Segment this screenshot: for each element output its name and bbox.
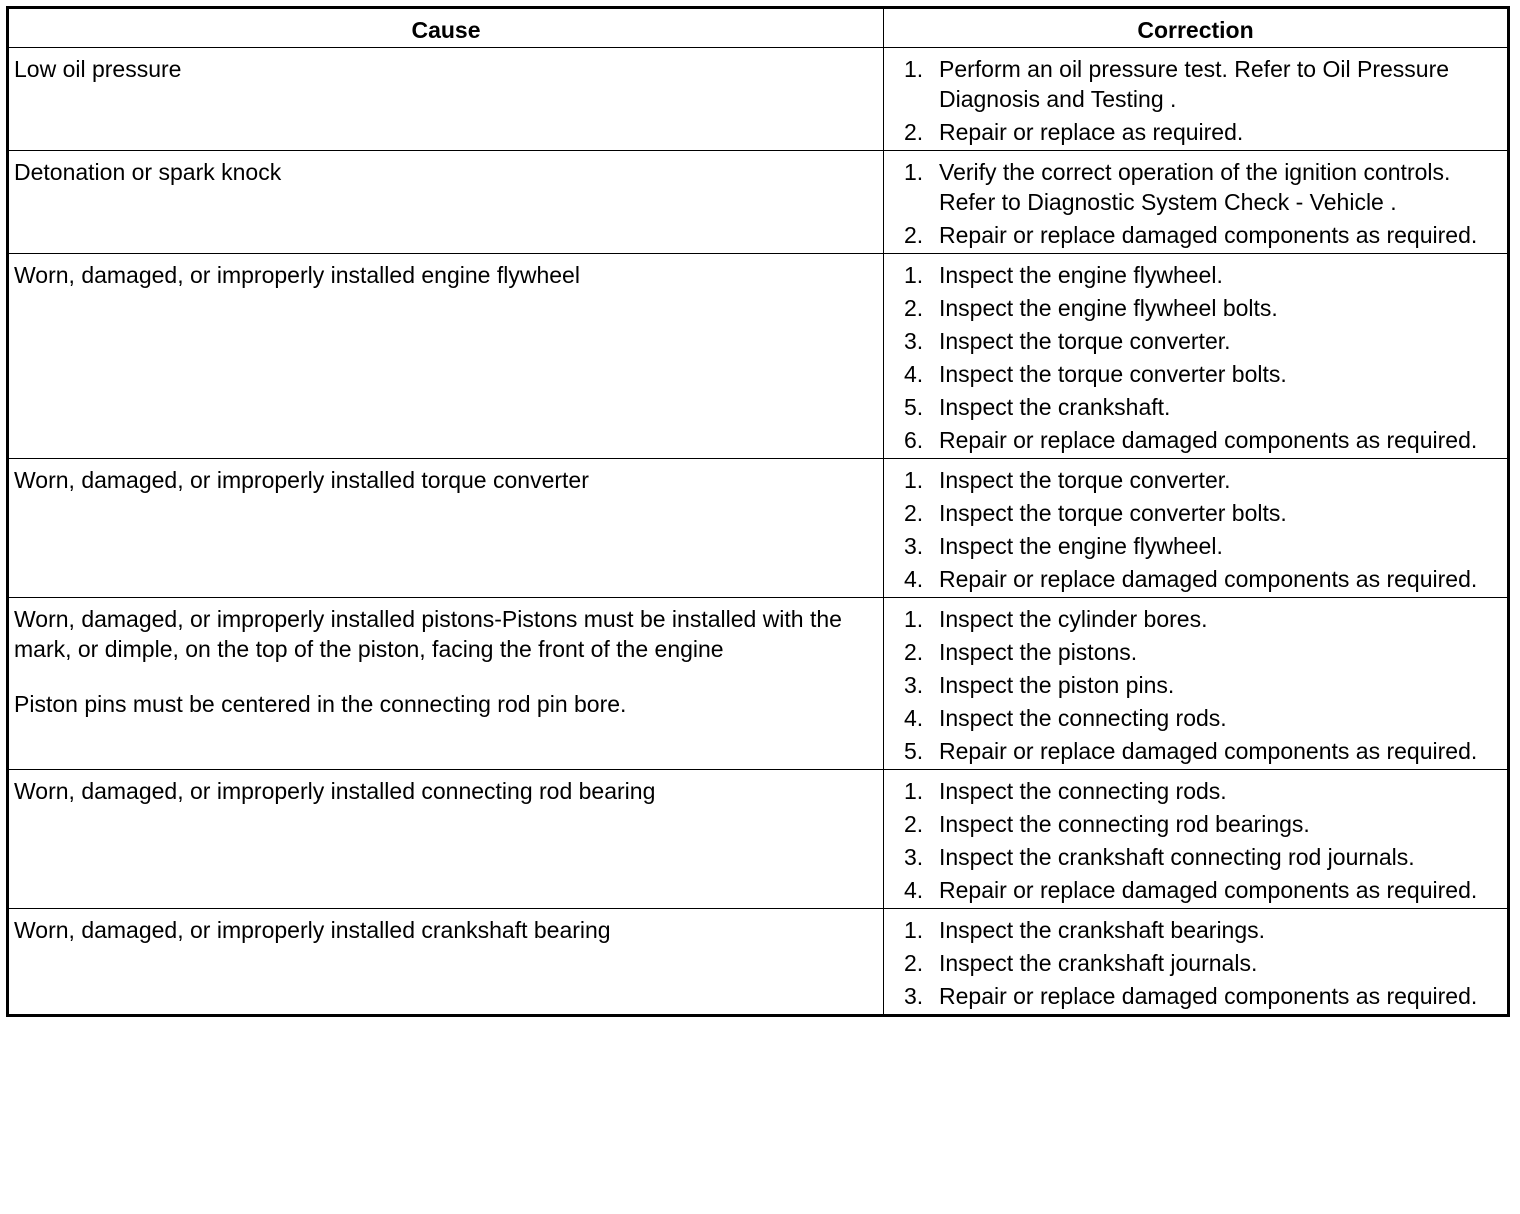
cause-text: Worn, damaged, or improperly installed connecting rod bearing [14, 778, 656, 804]
correction-step [904, 392, 1501, 422]
correction-cell [884, 909, 1509, 1016]
step-number: 2. [904, 500, 924, 526]
step-text: Inspect the piston pins. [939, 672, 1175, 698]
step-number: 3. [904, 672, 924, 698]
step-number: 1. [904, 606, 924, 632]
step-number: 3. [904, 328, 924, 354]
correction-step [904, 948, 1501, 978]
step-number: 1. [904, 778, 924, 804]
correction-step [904, 776, 1501, 806]
step-number: 6. [904, 427, 924, 453]
step-text: Inspect the cylinder bores. [939, 606, 1208, 632]
correction-steps-list [904, 157, 1501, 250]
correction-step [904, 293, 1501, 323]
table-row [8, 770, 1509, 909]
correction-step [904, 157, 1501, 217]
step-text: Inspect the torque converter. [939, 328, 1231, 354]
correction-step [904, 875, 1501, 905]
correction-steps-list [904, 54, 1501, 147]
step-number: 3. [904, 533, 924, 559]
step-number: 2. [904, 811, 924, 837]
table-row [8, 48, 1509, 151]
correction-step [904, 842, 1501, 872]
correction-steps-list [904, 465, 1501, 594]
correction-step [904, 498, 1501, 528]
correction-step [904, 220, 1501, 250]
correction-step [904, 736, 1501, 766]
step-text: Inspect the engine flywheel. [939, 533, 1223, 559]
step-text: Inspect the crankshaft bearings. [939, 917, 1266, 943]
cause-text: Worn, damaged, or improperly installed crankshaft bearing [14, 917, 611, 943]
correction-step [904, 117, 1501, 147]
step-number: 3. [904, 983, 924, 1009]
step-number: 4. [904, 877, 924, 903]
correction-steps-list [904, 604, 1501, 766]
correction-cell [884, 459, 1509, 598]
cause-cell [8, 598, 884, 770]
cause-column-header: Cause [8, 8, 884, 48]
correction-step [904, 465, 1501, 495]
table-row [8, 598, 1509, 770]
correction-step [904, 359, 1501, 389]
step-number: 1. [904, 467, 924, 493]
step-text: Repair or replace damaged components as required. [939, 222, 1478, 248]
step-text: Repair or replace damaged components as required. [939, 877, 1478, 903]
correction-step [904, 809, 1501, 839]
correction-steps-list [904, 260, 1501, 455]
step-number: 2. [904, 950, 924, 976]
cause-text: Low oil pressure [14, 56, 182, 82]
correction-step [904, 604, 1501, 634]
step-number: 1. [904, 917, 924, 943]
cause-cell [8, 909, 884, 1016]
step-text: Inspect the torque converter bolts. [939, 361, 1287, 387]
step-number: 2. [904, 639, 924, 665]
correction-step [904, 326, 1501, 356]
cause-cell [8, 48, 884, 151]
correction-step [904, 670, 1501, 700]
step-number: 1. [904, 159, 924, 185]
step-number: 5. [904, 394, 924, 420]
step-text: Inspect the torque converter bolts. [939, 500, 1287, 526]
cause-cell [8, 459, 884, 598]
step-number: 1. [904, 262, 924, 288]
table-row [8, 151, 1509, 254]
correction-step [904, 981, 1501, 1011]
step-number: 2. [904, 222, 924, 248]
correction-step [904, 915, 1501, 945]
step-text: Inspect the crankshaft journals. [939, 950, 1258, 976]
correction-step [904, 703, 1501, 733]
cause-cell [8, 254, 884, 459]
step-text: Repair or replace damaged components as required. [939, 566, 1478, 592]
step-text: Verify the correct operation of the ignition controls. Refer to Diagnostic System Check - Vehicle . [939, 159, 1451, 215]
cause-cell [8, 770, 884, 909]
step-text: Repair or replace damaged components as required. [939, 983, 1478, 1009]
correction-steps-list [904, 776, 1501, 905]
step-text: Repair or replace damaged components as required. [939, 427, 1478, 453]
correction-step [904, 260, 1501, 290]
step-number: 2. [904, 119, 924, 145]
step-text: Inspect the torque converter. [939, 467, 1231, 493]
step-text: Inspect the engine flywheel bolts. [939, 295, 1278, 321]
step-number: 5. [904, 738, 924, 764]
correction-step [904, 637, 1501, 667]
step-number: 4. [904, 361, 924, 387]
diagnostic-table [6, 6, 1510, 1017]
step-text: Repair or replace damaged components as required. [939, 738, 1478, 764]
step-text: Repair or replace as required. [939, 119, 1244, 145]
step-number: 3. [904, 844, 924, 870]
table-row [8, 459, 1509, 598]
step-text: Inspect the connecting rods. [939, 705, 1227, 731]
cause-text: Worn, damaged, or improperly installed engine flywheel [14, 262, 580, 288]
correction-cell [884, 48, 1509, 151]
cause-text: Detonation or spark knock [14, 159, 282, 185]
correction-step [904, 54, 1501, 114]
step-text: Inspect the pistons. [939, 639, 1138, 665]
correction-column-header: Correction [884, 8, 1509, 48]
table-row [8, 909, 1509, 1016]
step-number: 2. [904, 295, 924, 321]
cause-text: Worn, damaged, or improperly installed torque converter [14, 467, 589, 493]
correction-step [904, 564, 1501, 594]
step-text: Perform an oil pressure test. Refer to Oil Pressure Diagnosis and Testing . [939, 56, 1450, 112]
table-body [8, 48, 1509, 1016]
table-row [8, 254, 1509, 459]
cause-text: Worn, damaged, or improperly installed pistons-Pistons must be installed with the mark, or dimple, on the top of the piston, facing the front of the engine [14, 606, 842, 662]
step-text: Inspect the connecting rod bearings. [939, 811, 1310, 837]
correction-cell [884, 254, 1509, 459]
cause-cell [8, 151, 884, 254]
step-text: Inspect the connecting rods. [939, 778, 1227, 804]
header-row [8, 8, 1509, 48]
step-text: Inspect the engine flywheel. [939, 262, 1223, 288]
correction-cell [884, 598, 1509, 770]
step-number: 1. [904, 56, 924, 82]
cause-text: Piston pins must be centered in the connecting rod pin bore. [14, 691, 627, 717]
correction-cell [884, 770, 1509, 909]
step-number: 4. [904, 705, 924, 731]
correction-step [904, 425, 1501, 455]
correction-step [904, 531, 1501, 561]
step-number: 4. [904, 566, 924, 592]
step-text: Inspect the crankshaft connecting rod journals. [939, 844, 1415, 870]
step-text: Inspect the crankshaft. [939, 394, 1171, 420]
correction-cell [884, 151, 1509, 254]
correction-steps-list [904, 915, 1501, 1011]
